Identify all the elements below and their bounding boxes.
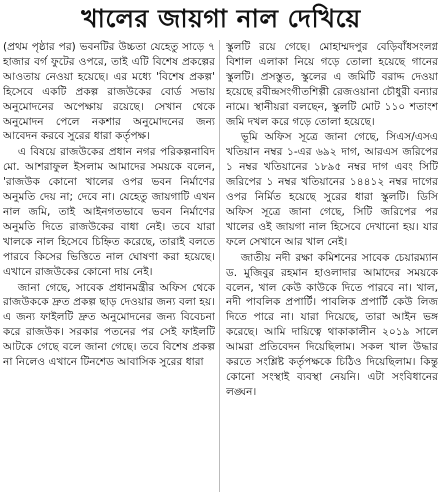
paragraph: জানা গেছে, সাবেক প্রধানমন্ত্রীর অফিস থেকে রাজউককে দ্রুত প্রকল্প ছাড় দেওয়ার জন্য বলা হয়। এ জন্য ফাইলটি দ্রুত অনুমোদনের জন্য বিবেচনা করে রাজউক। সরকার পতনের পর সেই ফাইলটি আটকে গেছে বলে জানা গেছে। তবে বিশেষ প্রকল্প না নিলেও এখানে টিনশেড আবাসিক সুরের ধারা (3, 281, 215, 369)
column-divider (219, 40, 220, 492)
headline: খালের জায়গা নাল দেখিয়ে (81, 4, 361, 33)
left-column (3, 40, 215, 492)
right-column (226, 40, 438, 492)
paragraph: স্কুলটি রয়ে গেছে। মোহাম্মদপুর বেড়িবাঁধসংলগ্ন বিশাল এলাকা নিয়ে গড়ে তোলা হয়েছে গানের স্কুলটি। প্রসস্তুত, স্কুলের এ জমিটি বরাদ্দ দেওয়া হয়েছে রবীন্দ্রসংগীতশিল্পী রেজওয়ানা চৌধুরী বন্যার নামে। স্থানীয়রা বলছেন, স্কুলটি মোট ১১০ শতাংশ জমি দখল করে গড়ে তোলা হয়েছে। (226, 41, 438, 128)
paragraph: এ বিষয়ে রাজউকের প্রধান নগর পরিকল্পনাবিদ মো. আশরাফুল ইসলাম আমাদের সময়কে বলেন, 'রাজউক কোনো খালের ওপর ভবন নির্মাণের অনুমতি দেয় না; দেবে না। যেহেতু জায়গাটি এখন নাল জমি, তাই আইনগতভাবে ভবন নির্মাণের অনুমতি দিতে রাজউকের বাধা নেই। তবে যারা খালকে নাল হিসেবে চিহ্নিত করেছে, তারাই বলতে পারবে কিসের ভিত্তিতে নাল ঘোষণা করা হয়েছে। এখানে রাজউকের কোনো দায় নেই। (3, 146, 215, 278)
paragraph: (প্রথম পৃষ্ঠার পর) ভবনটির উচ্চতা যেহেতু সাড়ে ৭ হাজার বর্গ ফুটের ওপরে, তাই এটি বিশেষ প্রকল্পের আওতায় নেওয়া হয়েছে। এর মধ্যে 'বিশেষ প্রকল্প' হিসেবে একটি প্রকল্প রাজউকের বোর্ড সভায় অনুমোদনের অপেক্ষায় রয়েছে। সেখান থেকে অনুমোদন পেলে নকশার অনুমোদনের জন্য আবেদন করবে সুরের ধারা কর্তৃপক্ষ। (3, 41, 215, 143)
paragraph: ভূমি অফিস সূত্রে জানা গেছে, সিএস/এসএ খতিয়ান নম্বর ১-এর ৬৯২ দাগ, আরএস জরিপের ১ নম্বর খতিয়ানের ১৮৯৫ নম্বর দাগ এবং সিটি জরিপের ১ নম্বর খতিয়ানের ১৪৪১২ নম্বর দাগের ওপর নির্মিত হয়েছে সুরের ধারা স্কুলটি। ডিসি অফিস সূত্রে জানা গেছে, সিটি জরিপের পর খালের ওই জায়গা নাল হিসেবে দেখানো হয়। যার ফলে সেখানে আর খাল নেই। (226, 131, 438, 248)
paragraph: জাতীয় নদী রক্ষা কমিশনের সাবেক চেয়ারম্যান ড. মুজিবুর রহমান হাওলাদার আমাদের সময়কে বলেন, খাল কেউ কাউকে দিতে পারবে না। খাল, নদী পাবলিক প্রপার্টি। পাবলিক প্রপার্টি কেউ লিজ দিতে পারে না। যারা দিয়েছে, তারা আইন ভঙ্গ করেছে। আমি দায়িত্বে থাকাকালীন ২০১৯ সালে আমরা প্রতিবেদন দিয়েছিলাম। সকল খাল উদ্ধার করতে সংশ্লিষ্ট কর্তৃপক্ষকে চিঠিও দিয়েছিলাম। কিন্তু কোনো সংস্থাই ব্যবস্থা নেয়নি। এটা সংবিধানের লঙ্ঘন। (226, 251, 438, 398)
